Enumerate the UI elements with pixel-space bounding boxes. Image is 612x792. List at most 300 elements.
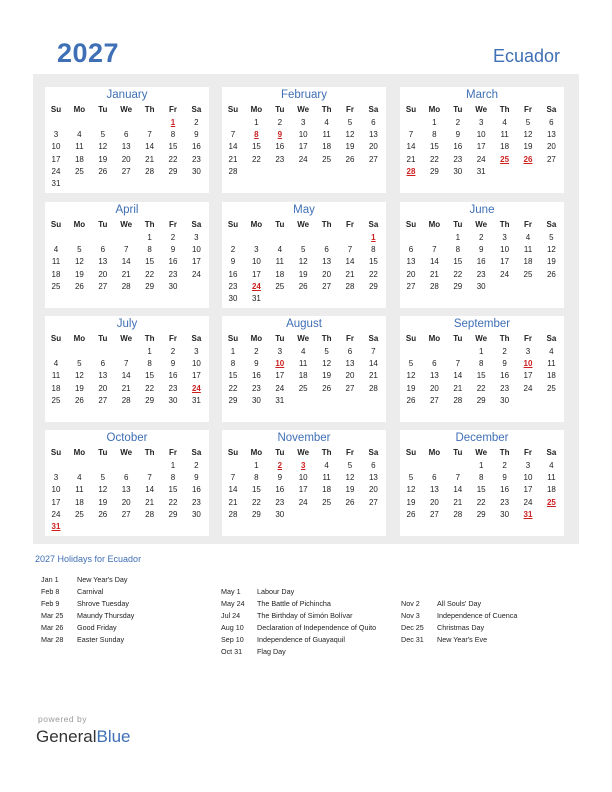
day-cell: 7 [147,130,152,140]
day-cell: 4 [77,130,82,140]
weekday-label: Th [321,220,332,229]
day-cell: 13 [345,359,355,369]
day-cell: 28 [145,166,155,176]
month-name: November [277,432,331,444]
holiday-row [221,647,376,659]
holiday-date: Mar 26 [41,623,64,632]
day-cell: 18 [74,497,84,507]
weekday-label: We [297,334,310,343]
day-cell: 7 [347,245,353,255]
day-cell: 8 [147,359,152,369]
day-cell: 9 [194,130,199,140]
weekday-label: Sa [368,220,379,229]
day-cell: 22 [368,269,378,279]
day-cell: 3 [194,347,199,356]
weekday-label: Mo [73,105,86,114]
weekday-label: Mo [428,334,441,343]
day-cell: 19 [98,154,108,164]
day-cell: 13 [546,130,556,140]
day-cell: 6 [100,359,106,369]
day-cell: 13 [406,257,416,267]
day-cell: 24 [191,269,201,279]
weekday-label: Su [405,448,417,457]
day-cell: 22 [145,269,155,279]
day-cell: 29 [228,395,238,405]
day-cell: 15 [251,485,261,495]
day-cell: 1 [478,461,484,470]
day-cell: 2 [277,118,283,127]
weekday-label: Su [227,220,239,229]
holiday-date: Feb 8 [41,587,60,596]
day-cell: 5 [549,233,554,242]
weekday-label: Su [50,105,62,114]
day-cell: 7 [371,347,376,356]
day-cell: 27 [345,383,355,393]
weekday-label: Mo [73,334,86,343]
day-cell: 14 [368,359,378,369]
day-cell: 20 [429,383,439,393]
day-cell: 15 [145,257,155,267]
day-cell: 26 [74,395,84,405]
day-cell: 22 [476,497,486,507]
day-cell: 20 [121,497,131,507]
day-cell: 8 [478,473,484,483]
day-cell: 26 [406,509,416,519]
weekday-label: Tu [275,220,285,229]
day-cell: 25 [275,281,285,291]
day-cell: 16 [228,269,238,279]
day-cell: 27 [406,281,416,291]
weekday-label: Fr [524,105,532,114]
day-cell: 8 [455,245,461,255]
day-cell: 14 [121,371,131,381]
holiday-day: 24 [251,281,261,291]
day-cell: 7 [123,245,129,255]
day-cell: 8 [478,359,484,369]
weekday-label: Sa [546,334,557,343]
holiday-date: Aug 10 [221,623,244,632]
day-cell: 13 [368,130,378,140]
day-cell: 14 [429,257,439,267]
day-cell: 15 [228,371,238,381]
day-cell: 4 [53,245,59,255]
holiday-day: 1 [170,118,176,127]
holiday-row [221,635,376,647]
holiday-date: Sep 10 [221,635,244,644]
holiday-date: Oct 31 [221,647,243,656]
day-cell: 23 [251,383,261,393]
day-cell: 22 [145,383,155,393]
month-october [45,430,209,536]
day-cell: 2 [455,118,461,127]
weekday-label: Mo [250,220,263,229]
day-cell: 14 [121,257,131,267]
day-cell: 13 [121,485,131,495]
day-cell: 27 [429,509,439,519]
weekday-label: Mo [73,448,86,457]
day-cell: 13 [121,142,131,152]
month-name: June [469,204,495,216]
holidays-title: 2027 Holidays for Ecuador [35,554,142,564]
day-cell: 11 [322,473,331,483]
day-cell: 2 [170,347,176,356]
day-cell: 6 [549,118,554,127]
day-cell: 3 [300,118,306,127]
holiday-day: 8 [254,130,259,140]
day-cell: 1 [254,118,259,127]
holiday-name: The Battle of Pichincha [257,599,331,608]
month-february [222,87,386,193]
day-cell: 18 [546,485,556,495]
day-cell: 14 [228,142,238,152]
weekday-label: Sa [191,448,202,457]
day-cell: 14 [145,142,155,152]
holiday-date: Jan 1 [41,575,59,584]
day-cell: 10 [191,245,201,255]
day-cell: 15 [476,485,486,495]
weekday-label: Th [144,334,155,343]
weekday-label: Sa [368,334,379,343]
day-cell: 28 [121,281,131,291]
day-cell: 20 [406,269,416,279]
day-cell: 5 [324,347,329,356]
holiday-day: 3 [300,461,306,470]
holiday-day: 10 [275,359,285,369]
day-cell: 12 [98,142,108,152]
day-cell: 30 [191,166,201,176]
day-cell: 3 [194,233,199,242]
holiday-day: 25 [546,497,556,507]
day-cell: 18 [298,371,308,381]
day-cell: 26 [406,395,416,405]
day-cell: 8 [147,245,152,255]
day-cell: 9 [254,359,259,369]
day-cell: 8 [371,245,376,255]
day-cell: 4 [324,461,329,470]
day-cell: 12 [322,359,332,369]
day-cell: 2 [502,461,507,470]
day-cell: 15 [168,142,178,152]
day-cell: 11 [75,142,84,152]
day-cell: 29 [476,509,486,519]
day-cell: 18 [74,154,84,164]
day-cell: 7 [455,473,461,483]
day-cell: 8 [254,473,259,483]
day-cell: 6 [324,245,329,255]
day-cell: 18 [51,383,61,393]
holiday-name: Independence of Cuenca [437,611,518,620]
day-cell: 29 [168,166,178,176]
weekday-label: Fr [169,448,177,457]
weekday-label: Mo [428,448,441,457]
day-cell: 17 [51,154,61,164]
day-cell: 25 [322,154,332,164]
holiday-column-2 [221,587,376,659]
day-cell: 25 [523,269,533,279]
day-cell: 7 [230,473,236,483]
day-cell: 8 [432,130,437,140]
day-cell: 24 [275,383,285,393]
day-cell: 15 [429,142,439,152]
day-cell: 12 [406,371,416,381]
day-cell: 22 [168,497,178,507]
holiday-row [221,599,376,611]
weekday-label: Th [499,334,510,343]
day-cell: 27 [98,281,108,291]
day-cell: 11 [275,257,284,267]
month-name: January [106,89,148,101]
day-cell: 19 [98,497,108,507]
weekday-label: Mo [73,220,86,229]
day-cell: 16 [275,485,285,495]
day-cell: 10 [500,245,510,255]
day-cell: 9 [277,473,283,483]
weekday-label: Tu [275,448,285,457]
holiday-day: 28 [406,166,416,176]
day-cell: 26 [98,166,108,176]
day-cell: 6 [371,118,376,127]
day-cell: 26 [74,281,84,291]
day-cell: 4 [549,461,554,470]
day-cell: 17 [191,257,201,267]
month-name: February [280,89,328,101]
day-cell: 27 [368,154,378,164]
day-cell: 20 [429,497,439,507]
day-cell: 1 [455,233,461,242]
month-april [45,202,209,308]
day-cell: 28 [345,281,355,291]
day-cell: 26 [345,154,355,164]
day-cell: 15 [145,371,155,381]
day-cell: 17 [523,485,533,495]
day-cell: 11 [523,245,533,255]
day-cell: 23 [168,383,178,393]
day-cell: 5 [77,245,82,255]
weekday-label: Su [50,448,62,457]
weekday-label: Fr [524,448,532,457]
day-cell: 5 [525,118,531,127]
day-cell: 25 [51,395,61,405]
weekday-label: Tu [98,105,108,114]
holiday-name: The Birthday of Simón Bolívar [257,611,353,620]
day-cell: 27 [429,395,439,405]
weekday-label: We [475,220,488,229]
day-cell: 4 [300,347,306,356]
holiday-row [41,623,134,635]
day-cell: 29 [145,281,155,291]
holiday-name: All Souls' Day [437,599,482,608]
holiday-row [221,587,376,599]
day-cell: 12 [406,485,416,495]
brand-logo [36,727,131,747]
day-cell: 11 [500,130,509,140]
weekday-label: Sa [546,448,557,457]
day-cell: 17 [275,371,285,381]
day-cell: 10 [476,130,486,140]
holiday-row [401,599,517,611]
holiday-row [41,611,134,623]
day-cell: 29 [476,395,486,405]
day-cell: 24 [500,269,510,279]
weekday-label: Mo [250,448,263,457]
day-cell: 5 [347,461,353,470]
holiday-name: New Year's Eve [437,635,488,644]
day-cell: 8 [170,130,176,140]
weekday-label: Mo [250,105,263,114]
day-cell: 29 [145,395,155,405]
weekday-label: Sa [191,220,202,229]
weekday-label: We [120,334,133,343]
day-cell: 13 [98,371,108,381]
month-november [222,430,386,536]
day-cell: 2 [194,461,199,470]
day-cell: 18 [51,269,61,279]
weekday-label: We [120,220,133,229]
holiday-row [401,623,517,635]
weekday-label: Fr [346,105,354,114]
weekday-label: Su [405,105,417,114]
day-cell: 22 [251,497,261,507]
day-cell: 15 [453,257,463,267]
day-cell: 30 [500,509,510,519]
day-cell: 13 [429,485,439,495]
day-cell: 11 [51,257,61,267]
day-cell: 10 [51,485,61,495]
weekday-label: Mo [428,105,441,114]
holiday-row [41,575,134,587]
holiday-date: Dec 25 [401,623,424,632]
month-name: August [286,318,322,330]
day-cell: 22 [251,154,261,164]
day-cell: 13 [368,473,378,483]
day-cell: 23 [168,269,178,279]
weekday-label: Tu [275,334,285,343]
year-title: 2027 [57,38,120,68]
day-cell: 23 [500,497,510,507]
month-name: September [453,318,511,330]
weekday-label: Th [499,105,510,114]
day-cell: 12 [98,485,108,495]
day-cell: 30 [168,395,178,405]
day-cell: 25 [74,509,84,519]
day-cell: 11 [51,371,61,381]
day-cell: 9 [170,245,176,255]
day-cell: 13 [429,371,439,381]
day-cell: 12 [345,130,355,140]
day-cell: 27 [121,509,131,519]
weekday-label: We [297,448,310,457]
day-cell: 21 [121,383,131,393]
day-cell: 16 [168,257,178,267]
holiday-date: Mar 28 [41,635,64,644]
day-cell: 17 [191,371,201,381]
holiday-row [221,611,376,623]
day-cell: 26 [98,509,108,519]
month-august [222,316,386,422]
day-cell: 3 [525,347,531,356]
holiday-day: 24 [191,383,201,393]
day-cell: 17 [251,269,261,279]
day-cell: 24 [523,497,533,507]
day-cell: 15 [368,257,378,267]
holiday-column-3 [401,599,517,647]
weekday-label: Th [321,448,332,457]
day-cell: 1 [230,347,236,356]
day-cell: 3 [254,245,259,255]
day-cell: 22 [429,154,439,164]
day-cell: 13 [322,257,332,267]
day-cell: 29 [368,281,378,291]
day-cell: 1 [147,347,152,356]
day-cell: 12 [74,257,84,267]
holiday-column-1 [41,575,134,647]
day-cell: 22 [453,269,463,279]
day-cell: 8 [170,473,176,483]
weekday-label: Th [144,220,155,229]
holiday-row [41,587,134,599]
day-cell: 1 [432,118,437,127]
day-cell: 26 [546,269,556,279]
weekday-label: Tu [98,448,108,457]
day-cell: 21 [145,154,155,164]
day-cell: 23 [500,383,510,393]
weekday-label: Su [227,334,239,343]
day-cell: 27 [368,497,378,507]
weekday-label: Th [144,448,155,457]
day-cell: 30 [453,166,463,176]
month-may [222,202,386,308]
weekday-label: Sa [191,334,202,343]
day-cell: 14 [406,142,416,152]
month-september [400,316,564,422]
weekday-label: Fr [169,105,177,114]
weekday-label: Fr [346,448,354,457]
day-cell: 28 [453,509,463,519]
day-cell: 14 [228,485,238,495]
brand-general: General [36,727,97,746]
day-cell: 14 [345,257,355,267]
weekday-label: Su [227,448,239,457]
holiday-date: Jul 24 [221,611,241,620]
weekday-label: Th [321,334,332,343]
day-cell: 25 [51,281,61,291]
holiday-name: Shrove Tuesday [77,599,129,608]
day-cell: 15 [476,371,486,381]
day-cell: 19 [322,371,332,381]
day-cell: 9 [230,257,236,267]
month-name: October [106,432,148,444]
holiday-row [41,599,134,611]
day-cell: 19 [298,269,308,279]
day-cell: 20 [121,154,131,164]
day-cell: 21 [453,383,463,393]
month-march [400,87,564,193]
holiday-name: Flag Day [257,647,286,656]
holiday-day: 1 [371,233,376,242]
day-cell: 6 [123,473,129,483]
day-cell: 3 [53,473,59,483]
day-cell: 31 [191,395,201,405]
day-cell: 12 [523,130,533,140]
day-cell: 5 [408,359,414,369]
day-cell: 31 [251,294,261,303]
day-cell: 8 [230,359,236,369]
day-cell: 21 [121,269,131,279]
day-cell: 23 [453,154,463,164]
day-cell: 16 [453,142,463,152]
day-cell: 1 [254,461,259,470]
day-cell: 6 [432,473,437,483]
